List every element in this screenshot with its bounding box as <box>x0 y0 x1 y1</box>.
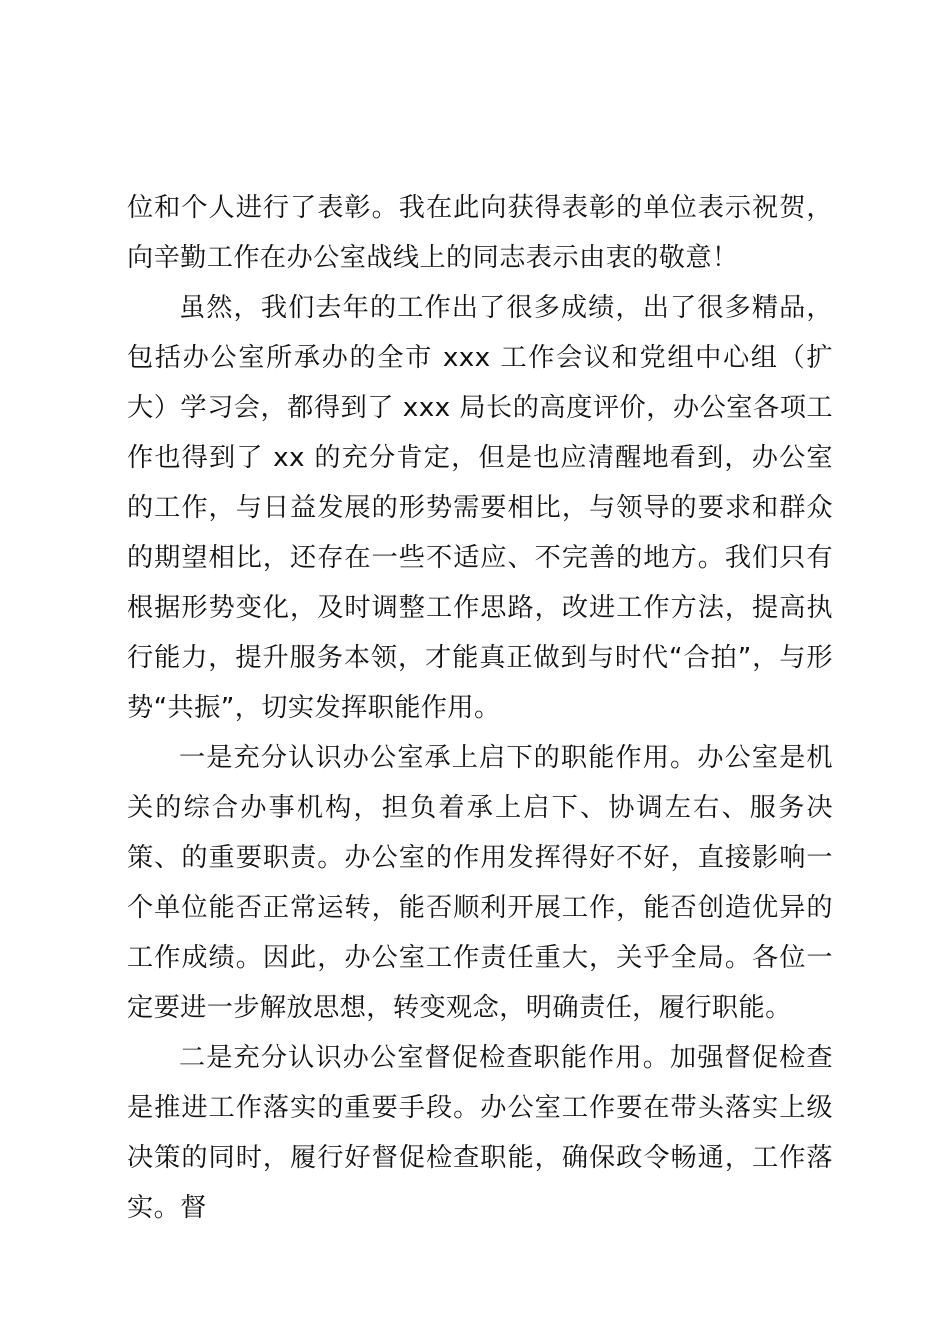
paragraph-achievements: 虽然，我们去年的工作出了很多成绩，出了很多精品，包括办公室所承办的全市 xxx 工作会议和党组中心组（扩大）学习会，都得到了 xxx 局长的高度评价，办公室各项工作也得到了 xx 的充分肯定，但是也应清醒地看到，办公室的工作，与日益发展的形势需要相比，与领导的要求和群众的期望相比，还存在一些不适应、不完善的地方。我们只有根据形势变化，及时调整工作思路，改进工作方法，提高执行能力，提升服务本领，才能真正做到与时代“合拍”，与形势“共振”，切实发挥职能作用。 <box>127 293 833 723</box>
document-body <box>127 183 833 1233</box>
paragraph-point-one: 一是充分认识办公室承上启下的职能作用。办公室是机关的综合办事机构，担负着承上启下、协调左右、服务决策、的重要职责。办公室的作用发挥得好不好，直接影响一个单位能否正常运转，能否顺利开展工作，能否创造优异的工作成绩。因此，办公室工作责任重大，关乎全局。各位一定要进一步解放思想，转变观念，明确责任，履行职能。 <box>127 743 833 1023</box>
paragraph-continuation: 位和个人进行了表彰。我在此向获得表彰的单位表示祝贺，向辛勤工作在办公室战线上的同志表示由衷的敬意！ <box>127 193 833 273</box>
paragraph-point-two: 二是充分认识办公室督促检查职能作用。加强督促检查是推进工作落实的重要手段。办公室工作要在带头落实上级决策的同时，履行好督促检查职能，确保政令畅通，工作落实。督 <box>127 1043 833 1223</box>
